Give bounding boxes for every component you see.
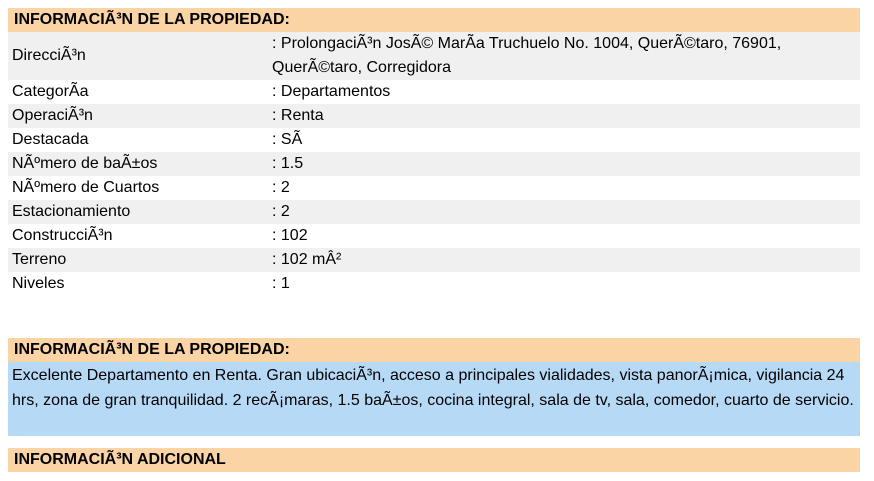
- operation-label: OperaciÃ³n: [8, 104, 268, 128]
- rooms-value: : 2: [268, 176, 860, 200]
- construction-value: : 102: [268, 224, 860, 248]
- table-row: [8, 32, 860, 80]
- land-label: Terreno: [8, 248, 268, 272]
- table-row: [8, 200, 860, 224]
- land-value: : 102 mÂ²: [268, 248, 860, 272]
- table-row: [8, 80, 860, 104]
- category-label: CategorÃa: [8, 80, 268, 104]
- address-label: DirecciÃ³n: [8, 32, 268, 80]
- construction-label: ConstrucciÃ³n: [8, 224, 268, 248]
- table-row: [8, 128, 860, 152]
- levels-label: Niveles: [8, 272, 268, 296]
- parking-label: Estacionamiento: [8, 200, 268, 224]
- parking-value: : 2: [268, 200, 860, 224]
- rooms-label: NÃºmero de Cuartos: [8, 176, 268, 200]
- operation-value: : Renta: [268, 104, 860, 128]
- table-row: [8, 224, 860, 248]
- address-value: : ProlongaciÃ³n JosÃ© MarÃa Truchuelo No. 1004, QuerÃ©taro, 76901, QuerÃ©taro, Corregidora: [268, 32, 860, 80]
- description-header: INFORMACIÃ³N DE LA PROPIEDAD:: [8, 338, 860, 362]
- bathrooms-value: : 1.5: [268, 152, 860, 176]
- featured-value: : SÃ: [268, 128, 860, 152]
- bathrooms-label: NÃºmero de baÃ±os: [8, 152, 268, 176]
- table-row: [8, 248, 860, 272]
- table-row: [8, 272, 860, 296]
- additional-info-header: INFORMACIÃ³N ADICIONAL: [8, 448, 860, 472]
- property-description: Excelente Departamento en Renta. Gran ubicaciÃ³n, acceso a principales vialidades, vista panorÃ¡mica, vigilancia 24 hrs, zona de gran tranquilidad. 2 recÃ¡maras, 1.5 baÃ±os, cocina integral, sala de tv, sala, comedor, cuarto de servicio.: [8, 362, 860, 436]
- property-details-table: [8, 32, 860, 296]
- levels-value: : 1: [268, 272, 860, 296]
- property-info-header: INFORMACIÃ³N DE LA PROPIEDAD:: [8, 8, 860, 32]
- table-row: [8, 176, 860, 200]
- category-value: : Departamentos: [268, 80, 860, 104]
- featured-label: Destacada: [8, 128, 268, 152]
- table-row: [8, 104, 860, 128]
- table-row: [8, 152, 860, 176]
